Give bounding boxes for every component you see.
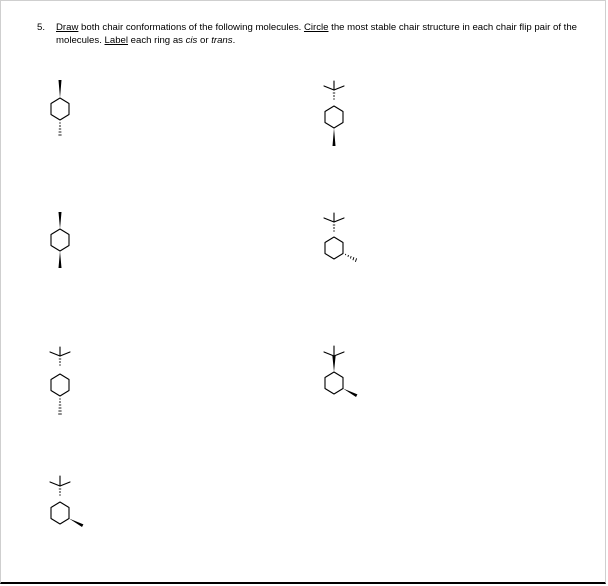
hashed-bond <box>345 254 356 262</box>
wedge-bond <box>59 80 62 98</box>
hashed-bond <box>333 93 335 99</box>
cyclohexane-ring <box>51 98 69 120</box>
hashed-bond <box>333 225 335 231</box>
tert-butyl-group <box>324 81 344 90</box>
question-number: 5. <box>37 22 46 33</box>
tert-butyl-group <box>50 476 70 486</box>
cis-keyword: cis <box>185 34 198 46</box>
wedge-bond <box>332 356 335 372</box>
molecule-5 <box>36 338 86 430</box>
molecule-4 <box>310 208 370 278</box>
cyclohexane-ring <box>325 237 343 259</box>
wedge-bond <box>333 128 336 146</box>
wedge-bond <box>59 251 62 268</box>
wedge-bond <box>343 389 357 398</box>
molecule-2 <box>310 72 360 154</box>
wedge-bond <box>69 519 83 528</box>
cyclohexane-ring <box>325 106 343 128</box>
wedge-bond <box>59 212 62 229</box>
molecule-1 <box>36 72 86 152</box>
circle-keyword: Circle <box>303 22 329 33</box>
trans-keyword: trans <box>211 34 233 46</box>
cyclohexane-ring <box>51 502 69 524</box>
cyclohexane-ring <box>325 372 343 394</box>
cyclohexane-ring <box>51 229 69 251</box>
hashed-bond <box>59 489 61 495</box>
molecule-6 <box>310 340 370 412</box>
draw-keyword: Draw <box>56 22 79 33</box>
hashed-bond <box>58 123 61 135</box>
tert-butyl-group <box>324 346 344 356</box>
question-5 <box>37 22 597 47</box>
tert-butyl-group <box>50 347 70 356</box>
hashed-bond <box>59 359 61 365</box>
cyclohexane-ring <box>51 374 69 396</box>
tert-butyl-group <box>324 213 344 222</box>
hashed-bond <box>58 399 62 414</box>
molecule-3 <box>36 205 86 277</box>
molecule-7 <box>36 470 96 542</box>
question-text: Draw both chair conformations of the following molecules. Circle the most stable chair structure in each chair flip pair of the molecules. Label each ring as cis or trans. <box>56 22 577 46</box>
label-keyword: Label <box>104 34 129 46</box>
